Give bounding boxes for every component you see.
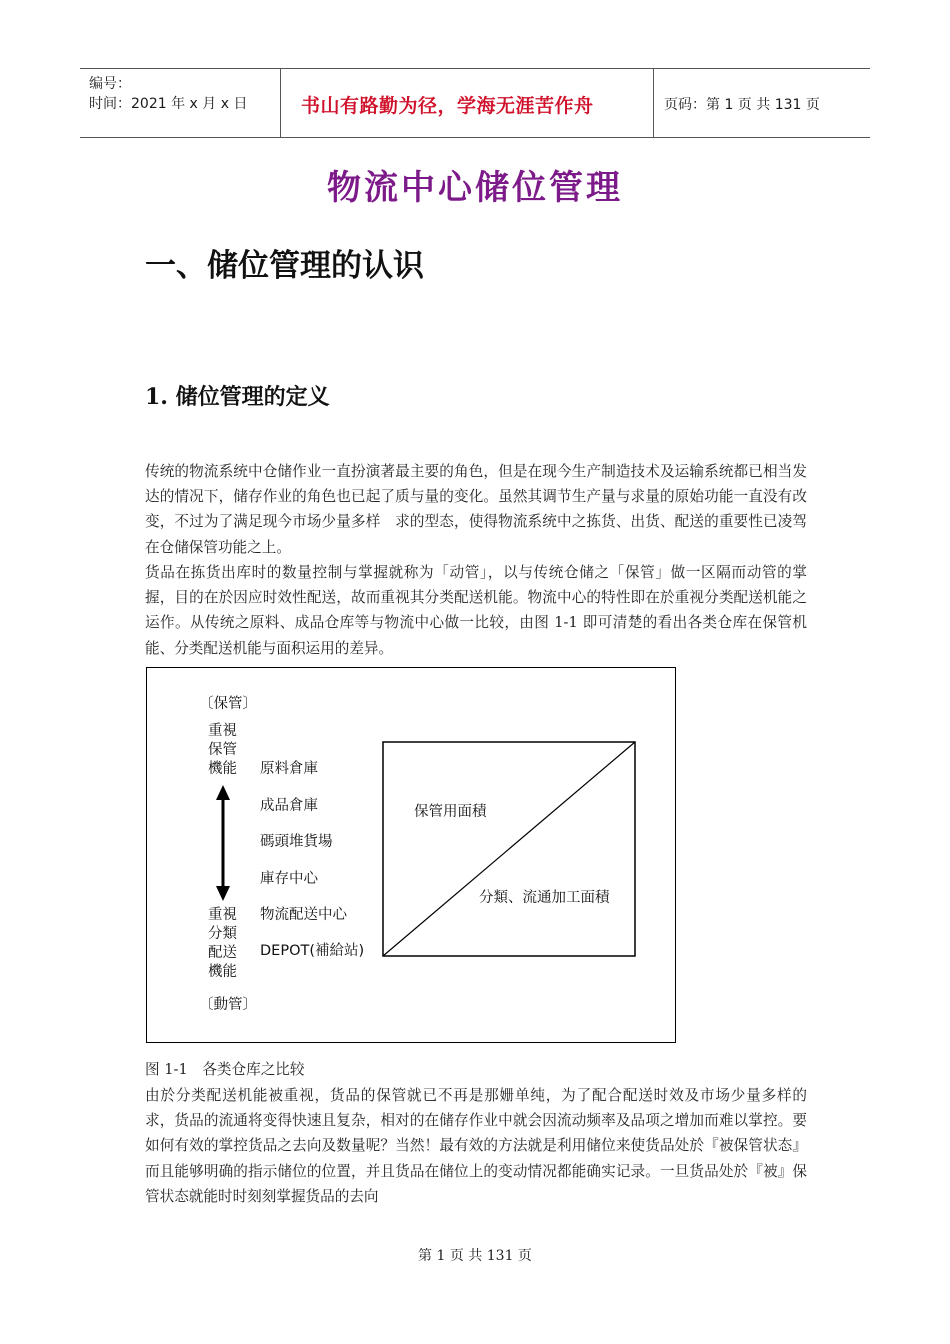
warehouse-item: 物流配送中心 — [260, 907, 347, 923]
figure-caption: 图 1-1 各类仓库之比较 — [145, 1061, 305, 1078]
processing-area-label: 分類、流通加工面積 — [479, 890, 610, 906]
area-diagonal — [383, 742, 635, 956]
header-motto-cell — [281, 69, 654, 137]
paragraph-2: 货品在拣货出库时的数量控制与掌握就称为「动管」，以与传统仓储之「保管」做一区隔而动管的掌握，目的在於因应时效性配送，故而重视其分类配送机能。物流中心的特性即在於重视分类配送机能之运作。从传统之原料、成品仓库等与物流中心做一比较，由图 1-1 即可清楚的看出各类仓库在保管机能、分类配送机能与面积运用的差异。 — [145, 564, 807, 657]
arrow-up-head — [216, 785, 230, 800]
page-footer: 第 1 页 共 131 页 — [418, 1248, 532, 1264]
storage-area-label: 保管用面積 — [414, 804, 487, 820]
time-label: 时间：2021 年 x 月 x 日 — [89, 96, 248, 112]
warehouse-item: 碼頭堆貨場 — [260, 834, 333, 850]
arrow-down-head — [216, 886, 230, 901]
warehouse-item: 成品倉庫 — [260, 798, 318, 814]
storage-label: 〔保管〕 — [199, 696, 257, 712]
motto-text: 书山有路勤为径，学海无涯苦作舟 — [301, 95, 594, 117]
header-meta-cell — [80, 69, 281, 137]
storage-function-label: 重視 保管 機能 — [208, 723, 237, 777]
dynamic-label: 〔動管〕 — [199, 997, 257, 1013]
warehouse-comparison-figure — [146, 667, 676, 1043]
document-title: 物流中心储位管理 — [327, 168, 623, 208]
warehouse-item: DEPOT(補給站) — [260, 943, 365, 959]
header-page-cell — [654, 69, 870, 137]
number-label: 编号： — [89, 76, 131, 92]
paragraph-3: 由於分类配送机能被重视，货品的保管就已不再是那姗单纯，为了配合配送时效及市场少量多样的 求，货品的流通将变得快速且复杂，相对的在储存作业中就会因流动频率及品项之增加而难以掌控。要如何有效的掌控货品之去向及数量呢？当然！最有效的方法就是利用储位来使货品处於『被保管状态』而且能够明确的指示储位的位置，并且货品在储位上的变动情况都能确实记录。一旦货品处於『被』保管状态就能时时刻刻掌握货品的去向 — [145, 1087, 822, 1205]
warehouse-item: 庫存中心 — [260, 871, 318, 887]
subsection-heading: 1. 储位管理的定义 — [145, 384, 330, 410]
section-heading: 一、储位管理的认识 — [145, 248, 424, 284]
page-header — [80, 68, 870, 138]
page-number-label: 页码：第 1 页 共 131 页 — [664, 97, 820, 113]
paragraph-1: 传统的物流系统中仓储作业一直扮演著最主要的角色，但是在现今生产制造技术及运输系统都已相当发达的情况下，储存作业的角色也已起了质与量的变化。虽然其调节生产量与求量的原始功能一直没有改变，不过为了满足现今市场少量多样 求的型态，使得物流系统中之拣货、出货、配送的重要性已凌驾在仓储保管功能之上。 — [145, 463, 807, 556]
warehouse-item: 原料倉庫 — [260, 761, 318, 777]
distribution-function-label: 重視 分類 配送 機能 — [208, 907, 237, 980]
